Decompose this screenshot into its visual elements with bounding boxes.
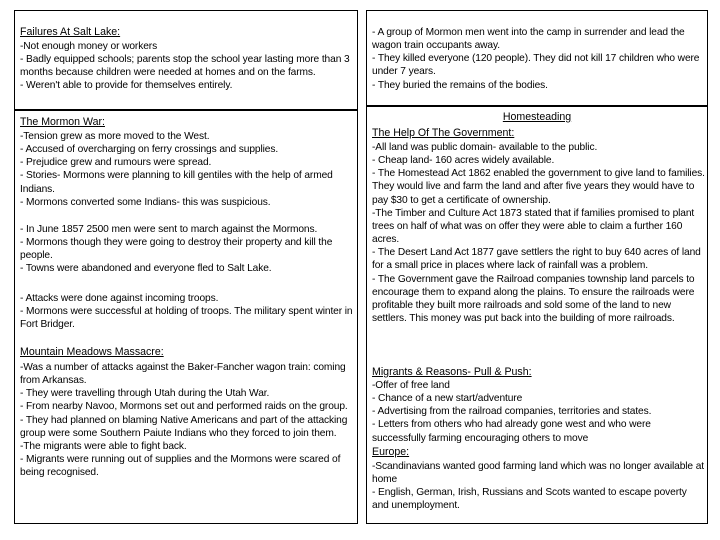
- government-help-heading: The Help Of The Government:: [372, 127, 515, 139]
- failures-body: -Not enough money or workers - Badly equipped schools; parents stop the school year lasting more than 3 months because children were needed at homes and on the farms. - Weren't able to provide for themselves entirely.: [20, 41, 350, 92]
- mormon-war-paragraph-1: -Tension grew as more moved to the West. - Accused of overcharging on ferry crossings and supplies. - Prejudice grew and rumours were spread. - Stories- Mormons were planning to kill gentiles with the help of armed Indians. - Mormons converted some Indians- this was suspicious.: [20, 131, 333, 208]
- massacre-continued-body: - A group of Mormon men went into the camp in surrender and lead the wagon train occupants away. - They killed everyone (120 people). They did not kill 17 children who were under 7 years. - They buried the remains of the bodies.: [372, 27, 700, 91]
- mormon-war-paragraph-2: - In June 1857 2500 men were sent to march against the Mormons. - Mormons though they were going to destroy their property and kill the people. - Towns were abandoned and everyone fled to Salt Lake.: [20, 224, 333, 275]
- mormon-war-heading: The Mormon War:: [20, 116, 105, 128]
- government-help-body: -All land was public domain- available to the public. - Cheap land- 160 acres widely available. - The Homestead Act 1862 enabled the government to give land to families. They would live and farm the land and after five years they would have to pay $30 to get a certificate of ownership. -The Timber and Culture Act 1873 stated that if families promised to plant trees on half of what was on offer they were able to claim a further 160 acres. - The Desert Land Act 1877 gave settlers the right to buy 640 acres of land for a small price in places where lack of rainfall was a problem. - The Government gave the Railroad companies township land parcels to encourage them to expand along the plains. To ensure the railroads were profitable they built more railroads and sold some of the land to new settlers. This money was put back into the building of more railroads.: [372, 142, 705, 325]
- mountain-meadows-heading: Mountain Meadows Massacre:: [20, 346, 164, 358]
- mountain-meadows-body: -Was a number of attacks against the Baker-Fancher wagon train: coming from Arkansas. - They were travelling through Utah during the Utah War. - From nearby Navoo, Mormons set out and performed raids on the group. - They had planned on blaming Native Americans and part of the attacking group were some Southern Paiute Indians who they forced to join them. -The migrants were able to fight back. - Migrants were running out of supplies and the Mormons were scared of being recognised.: [20, 362, 348, 479]
- migrants-body: -Offer of free land - Chance of a new start/adventure - Advertising from the railroad companies, territories and states. - Letters from others who had already gone west and who were successfully farming encouraging others to move: [372, 380, 652, 444]
- europe-heading: Europe:: [372, 446, 410, 458]
- migrants-heading: Migrants & Reasons- Pull & Push:: [372, 366, 532, 378]
- failures-heading: Failures At Salt Lake:: [20, 26, 121, 38]
- homesteading-title: Homesteading: [502, 111, 572, 123]
- europe-body: -Scandinavians wanted good farming land which was no longer available at home - English, German, Irish, Russians and Scots wanted to escape poverty and unemployment.: [372, 461, 705, 512]
- mormon-war-paragraph-3: - Attacks were done against incoming troops. - Mormons were successful at holding of troops. The military spent winter in Fort Bridger.: [20, 293, 353, 331]
